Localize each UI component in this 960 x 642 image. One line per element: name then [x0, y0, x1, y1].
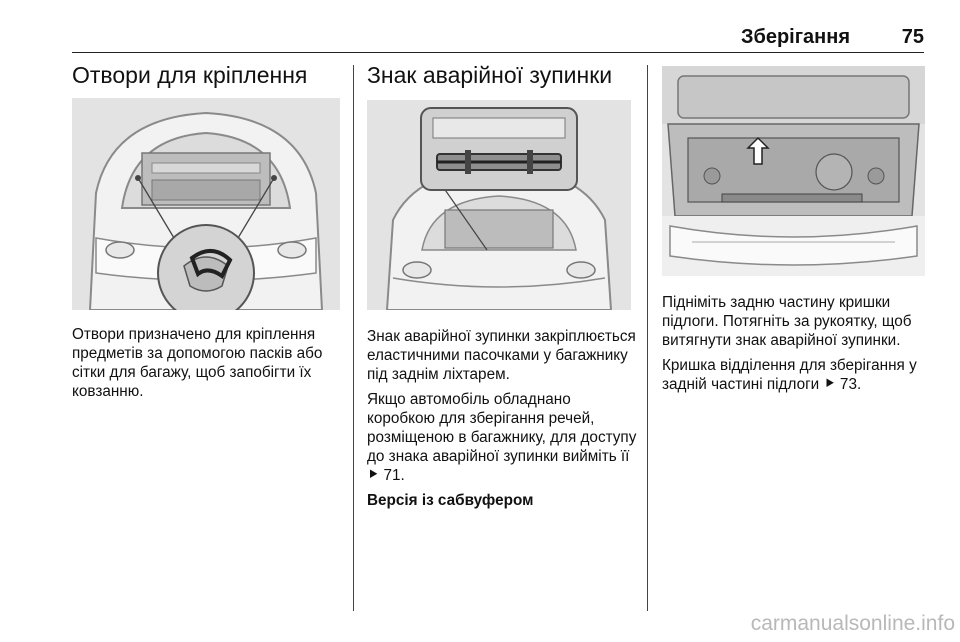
- section-heading-warning-triangle: Знак аварійної зупинки: [367, 62, 613, 88]
- column-divider-1: [353, 65, 354, 611]
- header-rule: [72, 52, 924, 53]
- paragraph: Отвори призначено для кріплення предметів за допомогою пасків або сітки для багажу, щоб запобігти їх ковзанню.: [72, 326, 323, 400]
- figure-floor-cover: [662, 66, 925, 276]
- figure-lashing-eyes: [72, 98, 340, 310]
- paragraph: Якщо автомобіль обладнано коробкою для зберігання речей, розміщеною в багажнику, для доступу до знака аварійної зупинки вийміть її ⯈ 71.: [367, 391, 637, 484]
- paragraph: Підніміть задню частину кришки підлоги. Потягніть за рукоятку, щоб витягнути знак аварійної зупинки.: [662, 294, 912, 349]
- figure-warning-triangle: [367, 100, 631, 310]
- page-header-title: Зберігання: [740, 26, 850, 48]
- paragraph: Кришка відділення для зберігання у задній частині підлоги ⯈ 73.: [662, 357, 917, 393]
- section-heading-lashing-eyes: Отвори для кріплення: [72, 62, 308, 88]
- text-floor-cover: [662, 293, 930, 400]
- subheading-subwoofer: Версія із сабвуфером: [367, 492, 534, 509]
- text-lashing-eyes: [72, 325, 347, 407]
- text-warning-triangle: [367, 327, 642, 516]
- column-divider-2: [647, 65, 648, 611]
- page-number: 75: [901, 26, 924, 48]
- watermark: carmanualsonline.info: [750, 612, 955, 635]
- paragraph: Знак аварійної зупинки закріплюється еластичними пасочками у багажнику під заднім ліхтарем.: [367, 328, 636, 383]
